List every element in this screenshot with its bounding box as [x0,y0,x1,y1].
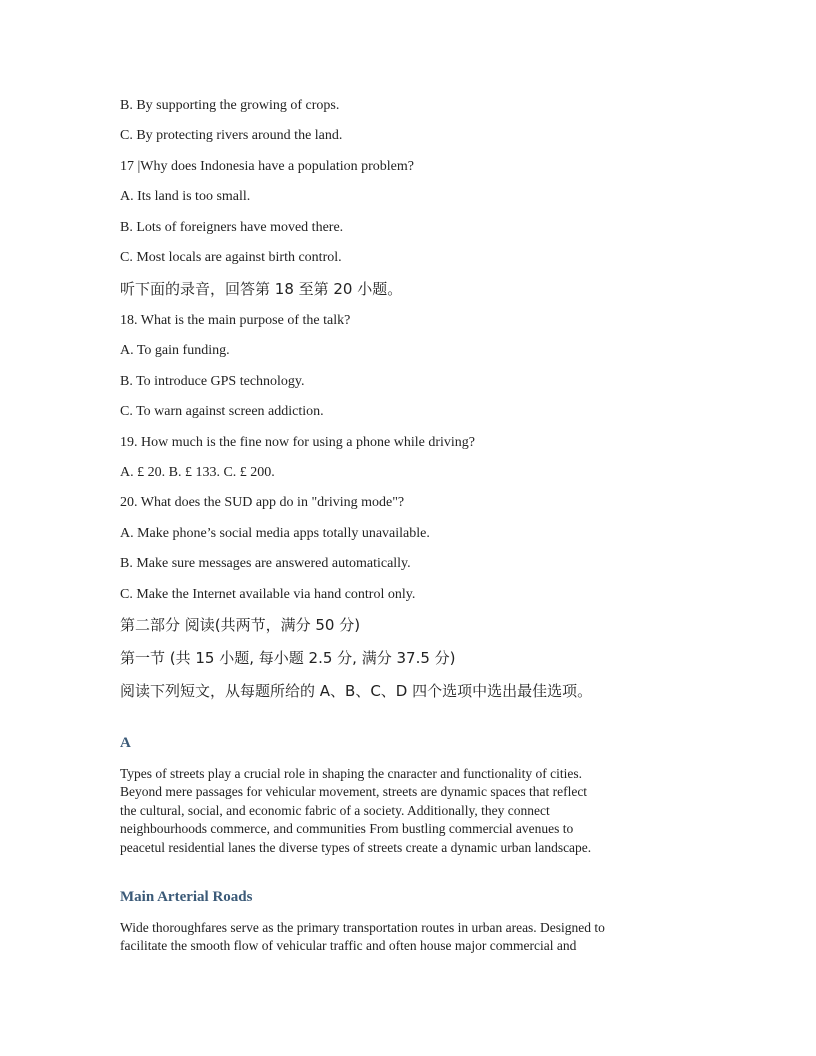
option-line: A. To gain funding. [120,343,230,358]
question-line: 17 |Why does Indonesia have a population problem? [120,159,414,174]
option-line: B. Lots of foreigners have moved there. [120,220,344,235]
subheading: Main Arterial Roads [120,889,253,905]
question-line: 18. What is the main purpose of the talk? [120,313,351,328]
option-line: A. Its land is too small. [120,189,251,204]
option-line: C. Make the Internet available via hand control only. [120,587,416,602]
passage-intro [120,765,700,857]
paragraph-line: Beyond mere passages for vehicular movement, streets are dynamic spaces that reflect [120,784,588,800]
paragraph-line: peacetul residential lanes the diverse types of streets create a dynamic urban landscape. [120,839,592,855]
option-line: B. To introduce GPS technology. [120,374,305,389]
section-header: 第一节 (共 15 小题, 每小题 2.5 分, 满分 37.5 分) [120,649,456,667]
question-line: 19. How much is the fine now for using a phone while driving? [120,435,475,450]
option-line: C. Most locals are against birth control. [120,250,342,265]
option-line: C. To warn against screen addiction. [120,404,324,419]
passage-label: A [120,735,131,751]
section-instruction: 阅读下列短文，从每题所给的 A、B、C、D 四个选项中选出最佳选项。 [120,682,593,700]
paragraph-line: neighbourhoods commerce, and communities From bustling commercial avenues to [120,821,574,837]
option-line: C. By protecting rivers around the land. [120,128,343,143]
paragraph-line: the cultural, social, and economic fabric of a society. Additionally, they connect [120,802,550,818]
question-line: 20. What does the SUD app do in "driving mode"? [120,495,405,510]
subheading-paragraph [120,919,700,956]
paragraph-line: Types of streets play a crucial role in shaping the cnaracter and functionality of cities. [120,766,583,781]
option-line: A. Make phone’s social media apps totally unavailable. [120,526,430,541]
option-line: B. By supporting the growing of crops. [120,98,340,113]
paragraph-line: facilitate the smooth flow of vehicular traffic and often house major commercial and [120,938,577,954]
instruction-line: 听下面的录音，回答第 18 至第 20 小题。 [120,280,403,298]
section-header: 第二部分 阅读(共两节，满分 50 分) [120,616,361,634]
option-line: A. £ 20. B. £ 133. C. £ 200. [120,465,275,480]
option-line: B. Make sure messages are answered automatically. [120,556,411,571]
paragraph-line: Wide thoroughfares serve as the primary transportation routes in urban areas. Designed to [120,920,605,935]
